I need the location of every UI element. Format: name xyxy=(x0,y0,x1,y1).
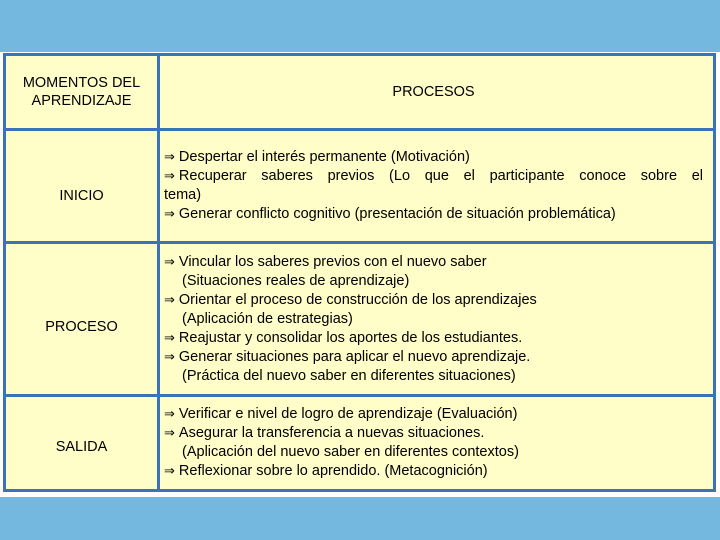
process-line-continuation: (Práctica del nuevo saber en diferentes situaciones) xyxy=(182,367,516,384)
implies-arrow-icon: ⇒ xyxy=(164,330,175,346)
process-line: ⇒ Vincular los saberes previos con el nuevo saber xyxy=(164,253,487,270)
header-processes-label: PROCESOS xyxy=(392,83,475,100)
bottom-decorative-band xyxy=(0,497,720,540)
process-line: ⇒ Reflexionar sobre lo aprendido. (Metacognición) xyxy=(164,463,488,479)
header-moments-cell xyxy=(6,56,157,128)
implies-arrow-icon: ⇒ xyxy=(164,292,175,308)
implies-arrow-icon: ⇒ xyxy=(164,169,175,184)
implies-arrow-icon: ⇒ xyxy=(164,464,175,479)
moment-label: PROCESO xyxy=(45,319,118,335)
process-line: ⇒ Generar situaciones para aplicar el nuevo aprendizaje. xyxy=(164,348,531,365)
header-moments-line-1: MOMENTOS DEL xyxy=(22,75,141,91)
processes-inicio-cell xyxy=(160,131,713,241)
implies-arrow-icon: ⇒ xyxy=(164,150,175,165)
implies-arrow-icon: ⇒ xyxy=(164,207,175,222)
process-line: ⇒ Recuperar saberes previos (Lo que el participante conoce sobre el xyxy=(164,168,703,184)
process-line: ⇒ Verificar e nivel de logro de aprendizaje (Evaluación) xyxy=(164,406,518,422)
learning-moments-table xyxy=(3,53,716,492)
processes-proceso-cell xyxy=(160,244,713,394)
implies-arrow-icon: ⇒ xyxy=(164,407,175,422)
process-line: ⇒ Despertar el interés permanente (Motivación) xyxy=(164,149,470,165)
process-line: ⇒ Reajustar y consolidar los aportes de los estudiantes. xyxy=(164,329,523,346)
top-decorative-band xyxy=(0,0,720,52)
process-line: ⇒ Asegurar la transferencia a nuevas situaciones. xyxy=(164,425,485,441)
header-processes-cell xyxy=(160,56,713,128)
process-line-continuation: (Aplicación del nuevo saber en diferentes contextos) xyxy=(182,444,519,460)
implies-arrow-icon: ⇒ xyxy=(164,426,175,441)
process-line-continuation: (Situaciones reales de aprendizaje) xyxy=(182,272,410,289)
processes-salida-cell xyxy=(160,397,713,489)
moment-label: INICIO xyxy=(59,188,104,204)
process-line-continuation: (Aplicación de estrategias) xyxy=(182,310,353,327)
implies-arrow-icon: ⇒ xyxy=(164,254,175,270)
process-line: ⇒ Orientar el proceso de construcción de los aprendizajes xyxy=(164,291,537,308)
implies-arrow-icon: ⇒ xyxy=(164,349,175,365)
moment-inicio-cell xyxy=(6,131,157,241)
process-line-continuation: tema) xyxy=(164,187,202,203)
process-line: ⇒ Generar conflicto cognitivo (presentación de situación problemática) xyxy=(164,206,616,222)
moment-salida-cell xyxy=(6,397,157,489)
moment-label: SALIDA xyxy=(55,439,108,455)
moment-proceso-cell xyxy=(6,244,157,394)
header-moments-line-2: APRENDIZAJE xyxy=(31,93,132,109)
